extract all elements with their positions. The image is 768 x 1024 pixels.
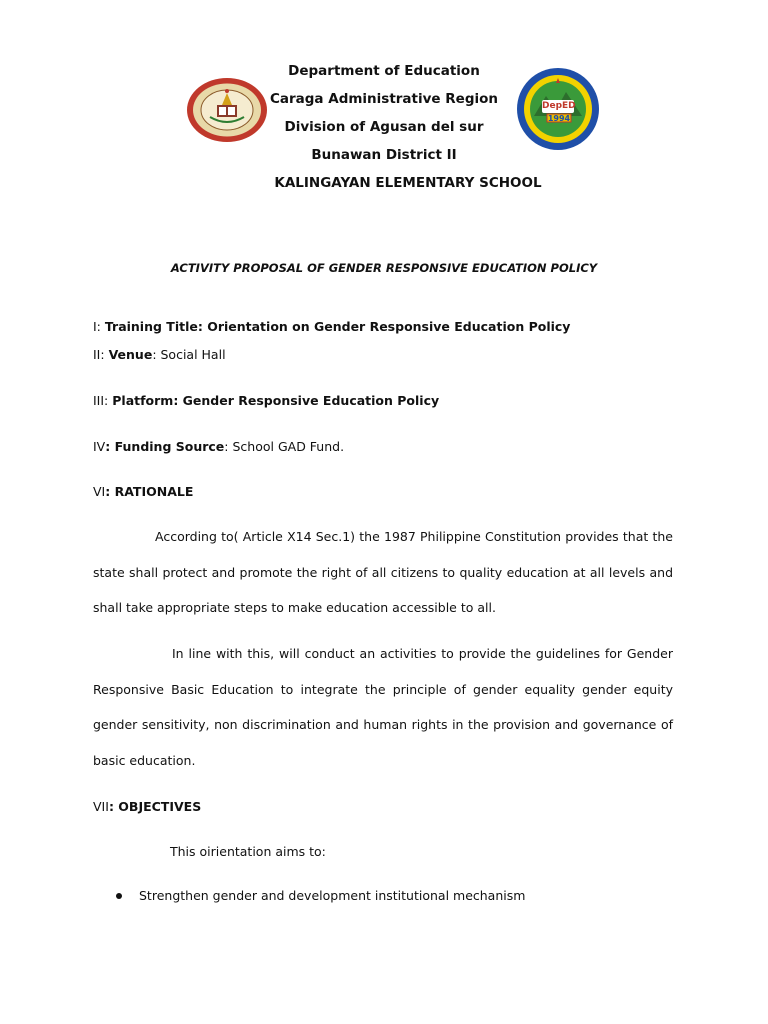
item-label: Venue: [108, 347, 153, 362]
item-label: : RATIONALE: [105, 484, 194, 499]
item-value: : School GAD Fund.: [224, 439, 345, 454]
item-label: Training Title: Orientation on Gender Responsive Education Policy: [104, 319, 571, 334]
section-rationale-heading: [93, 484, 193, 499]
rationale-paragraph-2: In line with this, will conduct an activities to provide the guidelines for Gender Responsive Basic Education to integrate the principle of gender equality gender equity gender sensitivity, non discrimination and human rights in the provision and governance of basic education.: [93, 646, 673, 768]
header-region: Caraga Administrative Region: [269, 91, 499, 107]
school-seal-year: 1994: [547, 114, 571, 123]
document-title: ACTIVITY PROPOSAL OF GENDER RESPONSIVE EDUCATION POLICY: [170, 261, 598, 275]
item-number: I:: [93, 319, 105, 334]
item-venue: [93, 347, 226, 362]
item-label: Platform: Gender Responsive Education Policy: [112, 393, 440, 408]
header-division: Division of Agusan del sur: [284, 119, 484, 135]
item-number: VI: [93, 484, 106, 499]
rationale-paragraph-1: According to( Article X14 Sec.1) the 1987 Philippine Constitution provides that the state shall protect and promote the right of all citizens to quality education at all levels and shall take appropriate steps to make education accessible to all.: [93, 529, 673, 615]
item-number: VII: [93, 799, 109, 814]
item-label: : Funding Source: [105, 439, 225, 454]
item-funding-source: [93, 439, 344, 454]
item-platform: [93, 393, 439, 408]
bullet-icon: [116, 893, 122, 899]
item-number: II:: [93, 347, 109, 362]
item-number: III:: [93, 393, 113, 408]
school-seal-deped-text: DepED: [542, 101, 576, 111]
objective-list-item: Strengthen gender and development institutional mechanism: [139, 888, 526, 903]
item-number: IV: [93, 439, 106, 454]
item-value: : Social Hall: [152, 347, 226, 362]
objectives-intro: This oirientation aims to:: [170, 844, 326, 859]
item-label: : OBJECTIVES: [108, 799, 202, 814]
header-district: Bunawan District II: [311, 147, 457, 163]
section-objectives-heading: [93, 799, 201, 814]
header-school-name: KALINGAYAN ELEMENTARY SCHOOL: [274, 175, 542, 191]
header-department: Department of Education: [288, 63, 480, 79]
item-training-title: [93, 319, 570, 334]
